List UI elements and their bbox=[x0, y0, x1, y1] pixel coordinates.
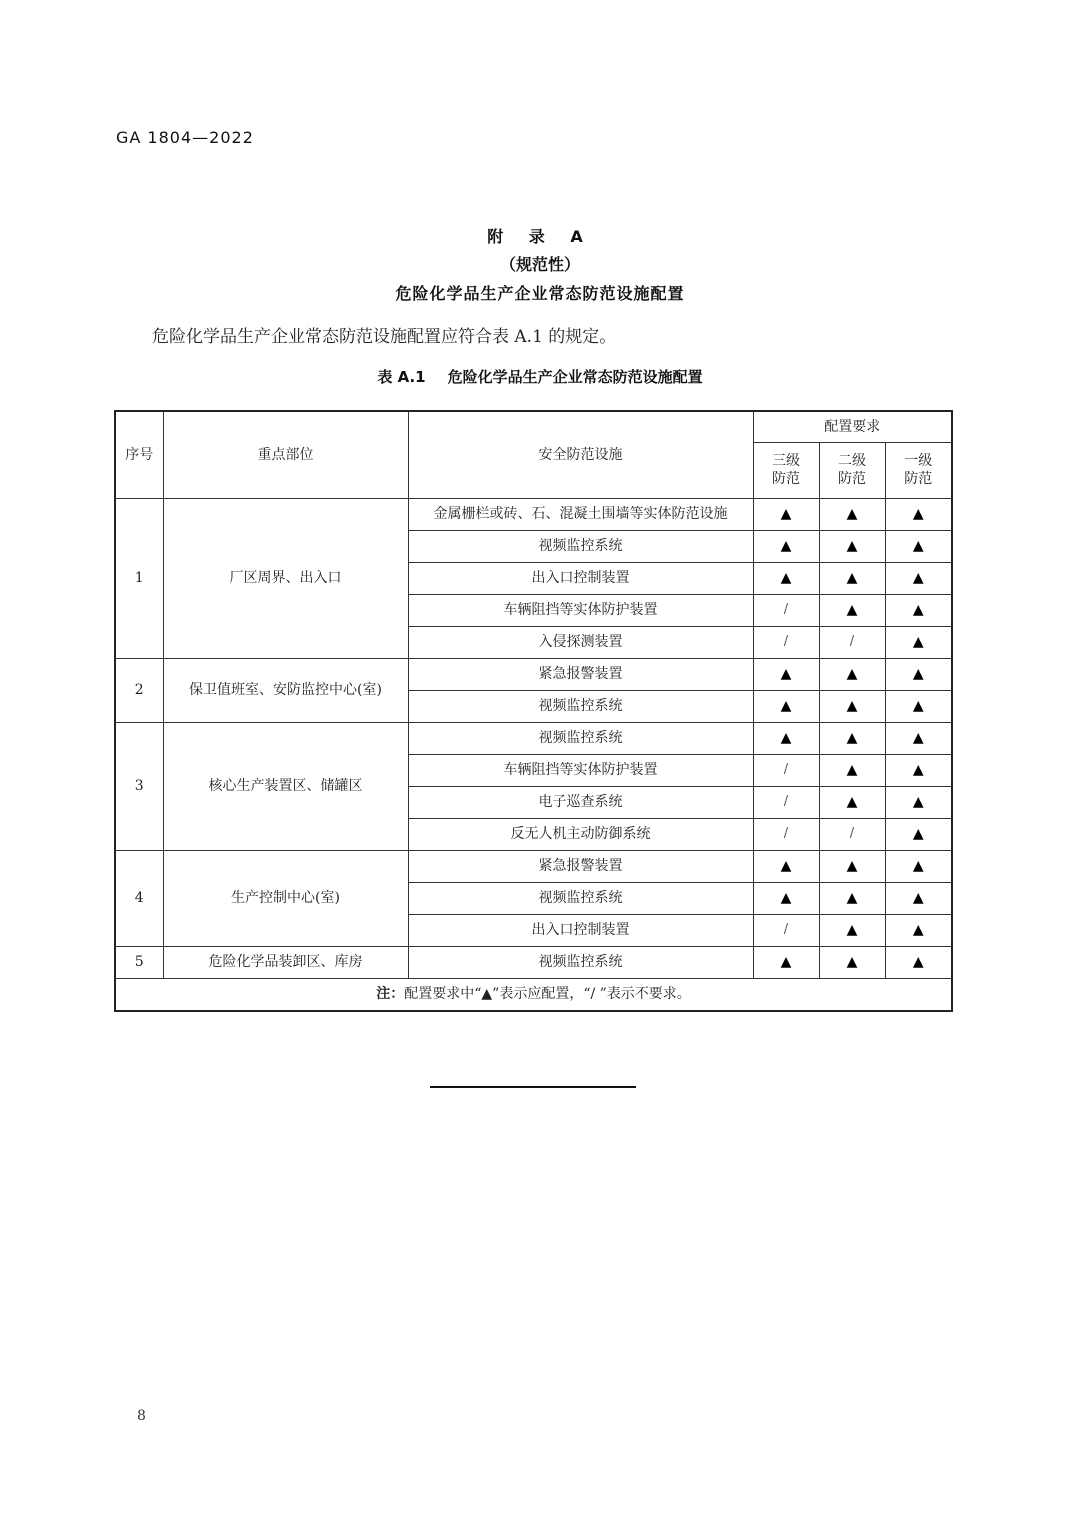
header-level-3-line1: 三级 bbox=[772, 452, 800, 469]
row-location: 厂区周界、出入口 bbox=[163, 498, 408, 658]
required-mark: ▲ bbox=[819, 850, 885, 882]
header-level-3-line2: 防范 bbox=[772, 471, 800, 487]
table-note bbox=[115, 978, 952, 1011]
end-rule bbox=[430, 1086, 636, 1088]
row-index: 2 bbox=[115, 658, 163, 722]
row-location: 保卫值班室、安防监控中心(室) bbox=[163, 658, 408, 722]
required-mark: ▲ bbox=[819, 562, 885, 594]
row-index: 4 bbox=[115, 850, 163, 946]
required-mark: ▲ bbox=[753, 946, 819, 978]
table-note-text: 配置要求中“▲”表示应配置，“/ ”表示不要求。 bbox=[404, 985, 691, 1002]
required-mark: ▲ bbox=[885, 786, 952, 818]
required-mark: ▲ bbox=[885, 690, 952, 722]
required-mark: ▲ bbox=[819, 658, 885, 690]
row-facility: 出入口控制装置 bbox=[408, 562, 753, 594]
row-facility: 车辆阻挡等实体防护装置 bbox=[408, 754, 753, 786]
required-mark: ▲ bbox=[885, 530, 952, 562]
not-required-mark: / bbox=[819, 626, 885, 658]
header-level-1-line1: 一级 bbox=[904, 452, 933, 469]
header-index: 序号 bbox=[115, 411, 163, 498]
required-mark: ▲ bbox=[819, 530, 885, 562]
row-facility: 电子巡查系统 bbox=[408, 786, 753, 818]
header-level-2 bbox=[819, 442, 885, 498]
header-level-1 bbox=[885, 442, 952, 498]
not-required-mark: / bbox=[753, 754, 819, 786]
required-mark: ▲ bbox=[819, 498, 885, 530]
table-caption-title: 危险化学品生产企业常态防范设施配置 bbox=[447, 368, 703, 386]
row-facility: 视频监控系统 bbox=[408, 882, 753, 914]
header-requirement: 配置要求 bbox=[753, 411, 952, 442]
row-facility: 视频监控系统 bbox=[408, 722, 753, 754]
table-row bbox=[115, 946, 952, 978]
required-mark: ▲ bbox=[819, 690, 885, 722]
table-body bbox=[115, 498, 952, 978]
required-mark: ▲ bbox=[753, 850, 819, 882]
required-mark: ▲ bbox=[819, 914, 885, 946]
required-mark: ▲ bbox=[885, 722, 952, 754]
row-facility: 紧急报警装置 bbox=[408, 658, 753, 690]
required-mark: ▲ bbox=[819, 786, 885, 818]
row-facility: 视频监控系统 bbox=[408, 530, 753, 562]
required-mark: ▲ bbox=[885, 626, 952, 658]
required-mark: ▲ bbox=[819, 946, 885, 978]
required-mark: ▲ bbox=[819, 754, 885, 786]
row-index: 3 bbox=[115, 722, 163, 850]
required-mark: ▲ bbox=[885, 850, 952, 882]
not-required-mark: / bbox=[819, 818, 885, 850]
header-level-1-line2: 防范 bbox=[904, 471, 933, 487]
row-index: 5 bbox=[115, 946, 163, 978]
required-mark: ▲ bbox=[885, 658, 952, 690]
not-required-mark: / bbox=[753, 626, 819, 658]
required-mark: ▲ bbox=[885, 914, 952, 946]
row-index: 1 bbox=[115, 498, 163, 658]
required-mark: ▲ bbox=[885, 594, 952, 626]
required-mark: ▲ bbox=[753, 658, 819, 690]
required-mark: ▲ bbox=[753, 530, 819, 562]
table-caption bbox=[0, 366, 1080, 387]
required-mark: ▲ bbox=[753, 882, 819, 914]
header-location: 重点部位 bbox=[163, 411, 408, 498]
appendix-heading: 危险化学品生产企业常态防范设施配置 bbox=[395, 284, 685, 303]
required-mark: ▲ bbox=[753, 722, 819, 754]
table-row bbox=[115, 498, 952, 530]
required-mark: ▲ bbox=[885, 498, 952, 530]
required-mark: ▲ bbox=[885, 818, 952, 850]
row-location: 生产控制中心(室) bbox=[163, 850, 408, 946]
row-facility: 视频监控系统 bbox=[408, 690, 753, 722]
row-facility: 紧急报警装置 bbox=[408, 850, 753, 882]
required-mark: ▲ bbox=[885, 562, 952, 594]
header-level-2-line1: 二级 bbox=[838, 452, 866, 469]
not-required-mark: / bbox=[753, 594, 819, 626]
required-mark: ▲ bbox=[753, 562, 819, 594]
appendix-title: 附 录 A bbox=[487, 227, 593, 246]
required-mark: ▲ bbox=[819, 882, 885, 914]
page-number: 8 bbox=[137, 1408, 146, 1424]
required-mark: ▲ bbox=[885, 882, 952, 914]
not-required-mark: / bbox=[753, 818, 819, 850]
row-facility: 出入口控制装置 bbox=[408, 914, 753, 946]
table-row bbox=[115, 658, 952, 690]
row-facility: 入侵探测装置 bbox=[408, 626, 753, 658]
required-mark: ▲ bbox=[753, 498, 819, 530]
row-facility: 车辆阻挡等实体防护装置 bbox=[408, 594, 753, 626]
header-level-3 bbox=[753, 442, 819, 498]
required-mark: ▲ bbox=[753, 690, 819, 722]
required-mark: ▲ bbox=[885, 946, 952, 978]
table-note-label: 注： bbox=[376, 985, 405, 1002]
row-facility: 反无人机主动防御系统 bbox=[408, 818, 753, 850]
facility-config-table bbox=[114, 410, 953, 1012]
header-level-2-line2: 防范 bbox=[838, 471, 866, 487]
standard-code: GA 1804—2022 bbox=[116, 128, 254, 147]
row-facility: 视频监控系统 bbox=[408, 946, 753, 978]
row-facility: 金属栅栏或砖、石、混凝土围墙等实体防范设施 bbox=[408, 498, 753, 530]
not-required-mark: / bbox=[753, 914, 819, 946]
table-row bbox=[115, 850, 952, 882]
required-mark: ▲ bbox=[819, 722, 885, 754]
row-location: 危险化学品装卸区、库房 bbox=[163, 946, 408, 978]
required-mark: ▲ bbox=[819, 594, 885, 626]
not-required-mark: / bbox=[753, 786, 819, 818]
table-caption-number: 表 A.1 bbox=[377, 368, 426, 386]
required-mark: ▲ bbox=[885, 754, 952, 786]
appendix-type: （规范性） bbox=[499, 255, 580, 274]
row-location: 核心生产装置区、储罐区 bbox=[163, 722, 408, 850]
header-facility: 安全防范设施 bbox=[408, 411, 753, 498]
table-row bbox=[115, 722, 952, 754]
intro-paragraph: 危险化学品生产企业常态防范设施配置应符合表 A.1 的规定。 bbox=[152, 327, 617, 347]
